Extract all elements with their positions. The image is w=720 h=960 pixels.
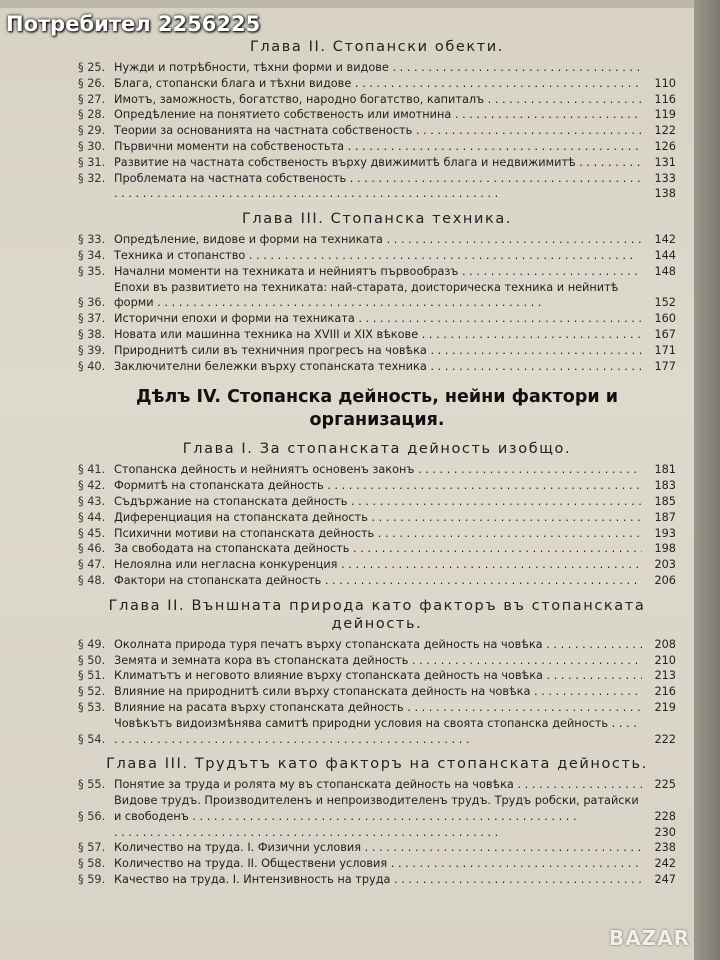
toc-entry (78, 872, 676, 888)
toc-entry (78, 840, 676, 856)
section-number: § 46. (78, 542, 106, 556)
page-number: 133 (654, 171, 676, 185)
section-number: § 42. (78, 479, 106, 493)
section-title: Влияние на природнитѣ сили върху стопанската дейность на човѣка . . . (114, 684, 642, 700)
page-number: 119 (654, 108, 676, 122)
page-number: 131 (654, 155, 676, 169)
section-title: Понятие за труда и ролята му въ стопанската дейность на човѣка . . . (114, 777, 642, 793)
section-number: § 47. (78, 558, 106, 572)
page-number: 208 (654, 637, 676, 651)
section-number: § 56. (78, 809, 106, 823)
toc-entry (78, 60, 676, 76)
page-number: 222 (654, 732, 676, 746)
page-number: 152 (654, 296, 676, 310)
toc-entry (78, 494, 676, 510)
toc-entry (78, 777, 676, 793)
section-title: Заключителни бележки върху стопанската техника . . . (114, 359, 642, 375)
section-number: § 37. (78, 312, 106, 326)
section-number: § 49. (78, 637, 106, 651)
section-number: § 58. (78, 857, 106, 871)
page-number: 142 (654, 233, 676, 247)
section-title: Имотъ, заможность, богатство, народно богатство, капиталъ . . . (114, 92, 642, 108)
user-watermark: Потребител 2256225 (6, 12, 261, 36)
section-title: Стопанска дейность и нейниятъ основенъ законъ . . . (114, 462, 642, 478)
toc-entry (78, 139, 676, 155)
section-number: § 55. (78, 778, 106, 792)
chapter-heading: Глава II. Стопански обекти. (249, 39, 505, 55)
section-title: Нужди и потрѣбности, тѣхни форми и видове . . . (114, 60, 642, 76)
section-title: Човѣкътъ видоизмѣнява самитѣ природни условия на своята стопанска дейность . . . (114, 716, 642, 748)
section-number: § 40. (78, 359, 106, 373)
page-number: 206 (654, 573, 676, 587)
toc-entry (78, 653, 676, 669)
section-title: Нелоялна или негласна конкуренция . . . (114, 557, 642, 573)
page-number: 126 (654, 139, 676, 153)
section-title: Влияние на расата върху стопанската дейность . . . (114, 700, 642, 716)
toc-entry (78, 359, 676, 375)
toc-entry (78, 92, 676, 108)
section-title: Съдържание на стопанската дейность . . . (114, 494, 642, 510)
page-number: 238 (654, 841, 676, 855)
section-title: Фактори на стопанската дейность . . . (114, 573, 642, 589)
page-number: 247 (654, 873, 676, 887)
section-title: Развитие на частната собственость върху движимитѣ блага и недвижимитѣ . . . (114, 155, 642, 171)
section-number: § 27. (78, 92, 106, 106)
toc-entry (78, 716, 676, 748)
page-number: 183 (654, 479, 676, 493)
section-title: Диференциация на стопанската дейность . . . (114, 510, 642, 526)
toc-entry (78, 327, 676, 343)
section-number: § 48. (78, 573, 106, 587)
toc-entry (78, 684, 676, 700)
section-number: § 45. (78, 526, 106, 540)
section-title: Епохи въ развитието на техниката: най-старата, доисторическа техника и нейнитѣ форми . . . (114, 280, 642, 312)
section-title: Количество на труда. I. Физични условия . . . (114, 840, 642, 856)
section-title: Опредѣление на понятието собственость или имотнина . . . (114, 107, 642, 123)
section-title: Природнитѣ сили въ техничния прогресъ на човѣка . . . (114, 343, 642, 359)
toc-entry (78, 123, 676, 139)
toc-entry (78, 637, 676, 653)
section-title (114, 825, 642, 841)
section-title: Техника и стопанство . . . (114, 248, 642, 264)
toc-entry (78, 186, 676, 202)
toc-entry (78, 232, 676, 248)
page-number: 148 (654, 264, 676, 278)
page-number: 225 (654, 778, 676, 792)
section-title: Качество на труда. I. Интензивность на труда . . . (114, 872, 642, 888)
section-title: Количество на труда. II. Обществени условия . . . (114, 856, 642, 872)
section-number: § 36. (78, 296, 106, 310)
page-number: 116 (654, 92, 676, 106)
toc-entry (78, 107, 676, 123)
toc-entry (78, 557, 676, 573)
page-number: 193 (654, 526, 676, 540)
page-number: 187 (654, 510, 676, 524)
page-number: 242 (654, 857, 676, 871)
toc-entry (78, 343, 676, 359)
section-title: Блага, стопански блага и тѣхни видове . . . (114, 76, 642, 92)
section-number: § 51. (78, 669, 106, 683)
page-number: 216 (654, 685, 676, 699)
section-number: § 53. (78, 700, 106, 714)
section-number: § 25. (78, 61, 106, 74)
section-title (114, 186, 642, 202)
page-number: 228 (654, 809, 676, 823)
table-of-contents (78, 30, 676, 888)
section-title: Начални моменти на техниката и нейниятъ първообразъ . . . (114, 264, 642, 280)
section-number: § 50. (78, 653, 106, 667)
section-number: § 44. (78, 510, 106, 524)
section-number: § 30. (78, 139, 106, 153)
page-edge-shadow (694, 0, 720, 960)
toc-entry (78, 668, 676, 684)
toc-entry (78, 462, 676, 478)
toc-entry (78, 264, 676, 280)
section-number: § 54. (78, 732, 106, 746)
toc-entry (78, 76, 676, 92)
section-title: Проблемата на частната собственость . . . (114, 171, 642, 187)
page-number: 110 (654, 76, 676, 90)
section-title: Околната природа туря печатъ върху стопанската дейность на човѣка . . . (114, 637, 642, 653)
toc-entry (78, 700, 676, 716)
page-number: 181 (654, 463, 676, 477)
toc-entry (78, 573, 676, 589)
section-number: § 28. (78, 108, 106, 122)
toc-entry (78, 280, 676, 312)
page-number: 185 (654, 494, 676, 508)
top-page-strip (0, 0, 720, 8)
page-number: 177 (654, 359, 676, 373)
section-number: § 43. (78, 494, 106, 508)
chapter-heading: Глава III. Трудътъ като факторъ на стопанската дейность. (106, 756, 648, 773)
section-number: § 57. (78, 841, 106, 855)
page-number: 122 (654, 124, 676, 138)
page-number: 230 (654, 825, 676, 839)
toc-entry (78, 856, 676, 872)
section-title: За свободата на стопанската дейность . . . (114, 541, 642, 557)
section-number: § 26. (78, 76, 106, 90)
section-title: Психични мотиви на стопанската дейность . . . (114, 526, 642, 542)
toc-entry (78, 825, 676, 841)
toc-entry (78, 541, 676, 557)
section-title: Опредѣление, видове и форми на техниката . . . (114, 232, 642, 248)
chapter-heading: Глава III. Стопанска техника. (241, 211, 513, 228)
section-number: § 33. (78, 233, 106, 247)
section-title: Земята и земната кора въ стопанската дейность . . . (114, 653, 642, 669)
toc-entry (78, 248, 676, 264)
section-title: Видове трудъ. Производителенъ и непроизводителенъ трудъ. Трудъ робски, ратайски и свободенъ . . . (114, 793, 642, 825)
toc-entry (78, 793, 676, 825)
section-title: Новата или машинна техника на XVIII и XIX вѣкове . . . (114, 327, 642, 343)
page-number: 171 (654, 343, 676, 357)
page-number: 144 (654, 248, 676, 262)
toc-entry (78, 526, 676, 542)
page-number: 213 (654, 669, 676, 683)
section-number: § 34. (78, 248, 106, 262)
section-number: § 38. (78, 327, 106, 341)
section-number: § 29. (78, 124, 106, 138)
part-heading: Дѣлъ IV. Стопанска дейность, нейни фактори и организация. (136, 387, 618, 431)
toc-entry (78, 311, 676, 327)
section-title: Теории за основанията на частната собственость . . . (114, 123, 642, 139)
page-number: 219 (654, 700, 676, 714)
section-number: § 35. (78, 264, 106, 278)
section-title: Исторични епохи и форми на техниката . . . (114, 311, 642, 327)
toc-entry (78, 478, 676, 494)
page-number: 198 (654, 542, 676, 556)
section-number: § 32. (78, 171, 106, 185)
page-number: 210 (654, 653, 676, 667)
page-number: 138 (654, 187, 676, 201)
chapter-heading: Глава I. За стопанската дейность изобщо. (182, 441, 572, 458)
section-number: § 41. (78, 463, 106, 477)
bazar-logo: BAZAR (608, 926, 690, 950)
section-title: Формитѣ на стопанската дейность . . . (114, 478, 642, 494)
section-title: Климатътъ и неговото влияние върху стопанската дейность на човѣка . . . (114, 668, 642, 684)
section-number: § 39. (78, 343, 106, 357)
page-number: 160 (654, 312, 676, 326)
section-number: § 52. (78, 685, 106, 699)
section-number: § 59. (78, 873, 106, 887)
section-number: § 31. (78, 155, 106, 169)
toc-entry (78, 155, 676, 171)
toc-entry (78, 171, 676, 187)
page-number: 167 (654, 327, 676, 341)
page-number: 203 (654, 558, 676, 572)
section-title: Първични моменти на собственостьта . . . (114, 139, 642, 155)
chapter-heading: Глава II. Външната природа като факторъ въ стопанската дейность. (108, 597, 646, 632)
toc-entry (78, 510, 676, 526)
